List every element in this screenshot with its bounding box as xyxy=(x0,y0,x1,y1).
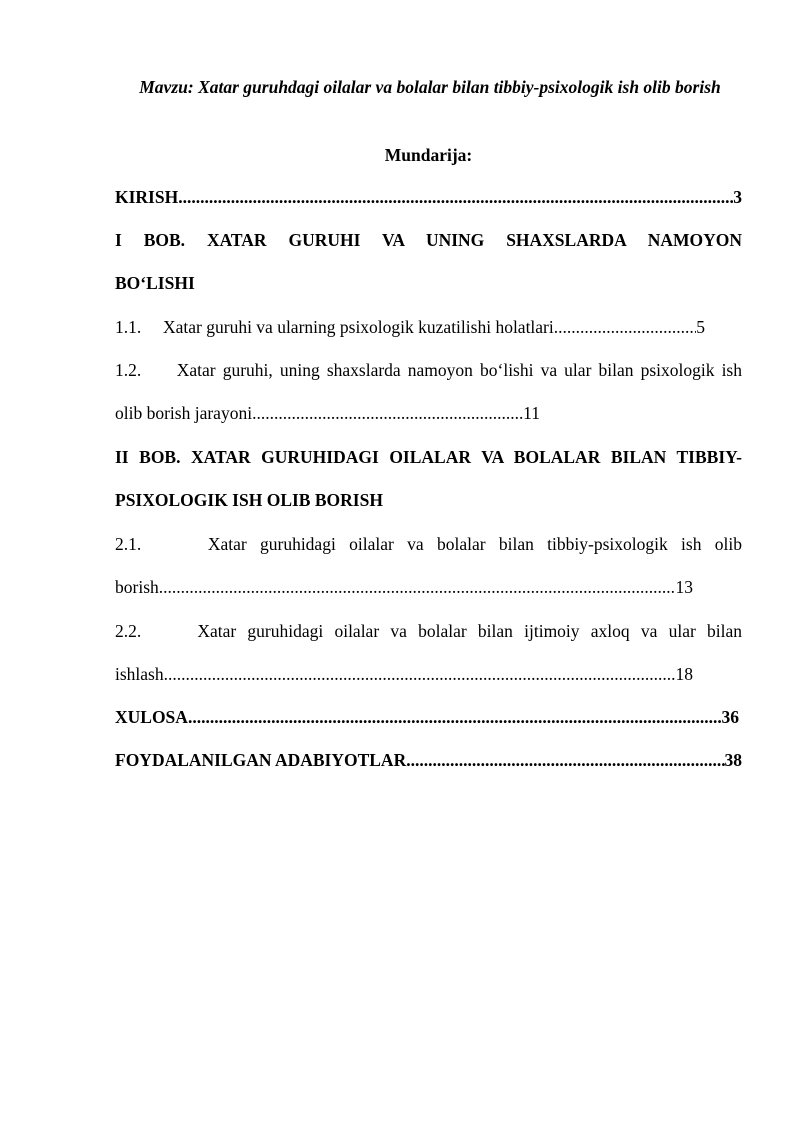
toc-page-number: 3 xyxy=(733,187,742,207)
toc-chapter-2-line2[interactable]: PSIXOLOGIK ISH OLIB BORISH xyxy=(115,490,383,510)
toc-chapter-2-line1[interactable]: II BOB. XATAR GURUHIDAGI OILALAR VA BOLALAR BILAN TIBBIY- xyxy=(115,447,742,467)
toc-entry-label: FOYDALANILGAN ADABIYOTLAR xyxy=(115,750,407,770)
toc-section-number: 2.2. xyxy=(115,621,142,641)
toc-leader-dots xyxy=(554,316,696,338)
toc-leader-dots xyxy=(159,576,676,598)
toc-page-number: 18 xyxy=(675,664,693,684)
toc-section-1-2-line1[interactable] xyxy=(115,359,742,381)
toc-page-number: 13 xyxy=(675,577,693,597)
toc-section-1-1[interactable] xyxy=(115,316,705,338)
toc-page-number: 36 xyxy=(721,707,739,727)
toc-section-number: 1.1. xyxy=(115,317,142,337)
toc-entry-label: Xatar guruhi, uning shaxslarda namoyon bo‘lishi va ular bilan psixologik ish xyxy=(176,360,742,380)
toc-entry-label: XULOSA xyxy=(115,707,188,727)
toc-entry-label: Xatar guruhidagi oilalar va bolalar bilan tibbiy-psixologik ish olib xyxy=(207,534,742,554)
contents-heading: Mundarija: xyxy=(384,145,473,165)
toc-section-number: 2.1. xyxy=(115,534,142,554)
toc-entry-xulosa[interactable] xyxy=(115,706,739,728)
toc-section-1-2-line2[interactable] xyxy=(115,402,540,424)
toc-section-2-1-line2[interactable] xyxy=(115,576,693,598)
toc-chapter-1-line2[interactable]: BO‘LISHI xyxy=(115,273,195,293)
toc-page-number: 11 xyxy=(523,403,540,423)
toc-section-2-2-line1[interactable] xyxy=(115,620,742,642)
toc-entry-label-cont: borish xyxy=(115,577,159,597)
toc-section-number: 1.2. xyxy=(115,360,142,380)
toc-page-number: 5 xyxy=(696,317,705,337)
toc-leader-dots xyxy=(188,706,722,728)
toc-leader-dots xyxy=(178,186,733,208)
toc-entry-label-cont: olib borish jarayoni xyxy=(115,403,253,423)
toc-entry-label: Xatar guruhi va ularning psixologik kuzatilishi holatlari xyxy=(163,317,554,337)
toc-entry-label-cont: ishlash xyxy=(115,664,164,684)
toc-entry-label: Xatar guruhidagi oilalar va bolalar bilan ijtimoiy axloq va ular bilan xyxy=(197,621,742,641)
toc-section-2-2-line2[interactable] xyxy=(115,663,693,685)
toc-section-2-1-line1[interactable] xyxy=(115,533,742,555)
toc-entry-adabiyotlar[interactable] xyxy=(115,749,742,771)
toc-leader-dots xyxy=(406,749,724,771)
toc-leader-dots xyxy=(252,402,523,424)
toc-chapter-1-line1[interactable]: I BOB. XATAR GURUHI VA UNING SHAXSLARDA NAMOYON xyxy=(115,230,742,250)
document-title: Mavzu: Xatar guruhdagi oilalar va bolalar bilan tibbiy-psixologik ish olib borish xyxy=(139,77,721,97)
toc-entry-kirish[interactable] xyxy=(115,186,742,208)
toc-entry-label: KIRISH xyxy=(115,187,179,207)
toc-leader-dots xyxy=(164,663,676,685)
toc-page-number: 38 xyxy=(724,750,742,770)
